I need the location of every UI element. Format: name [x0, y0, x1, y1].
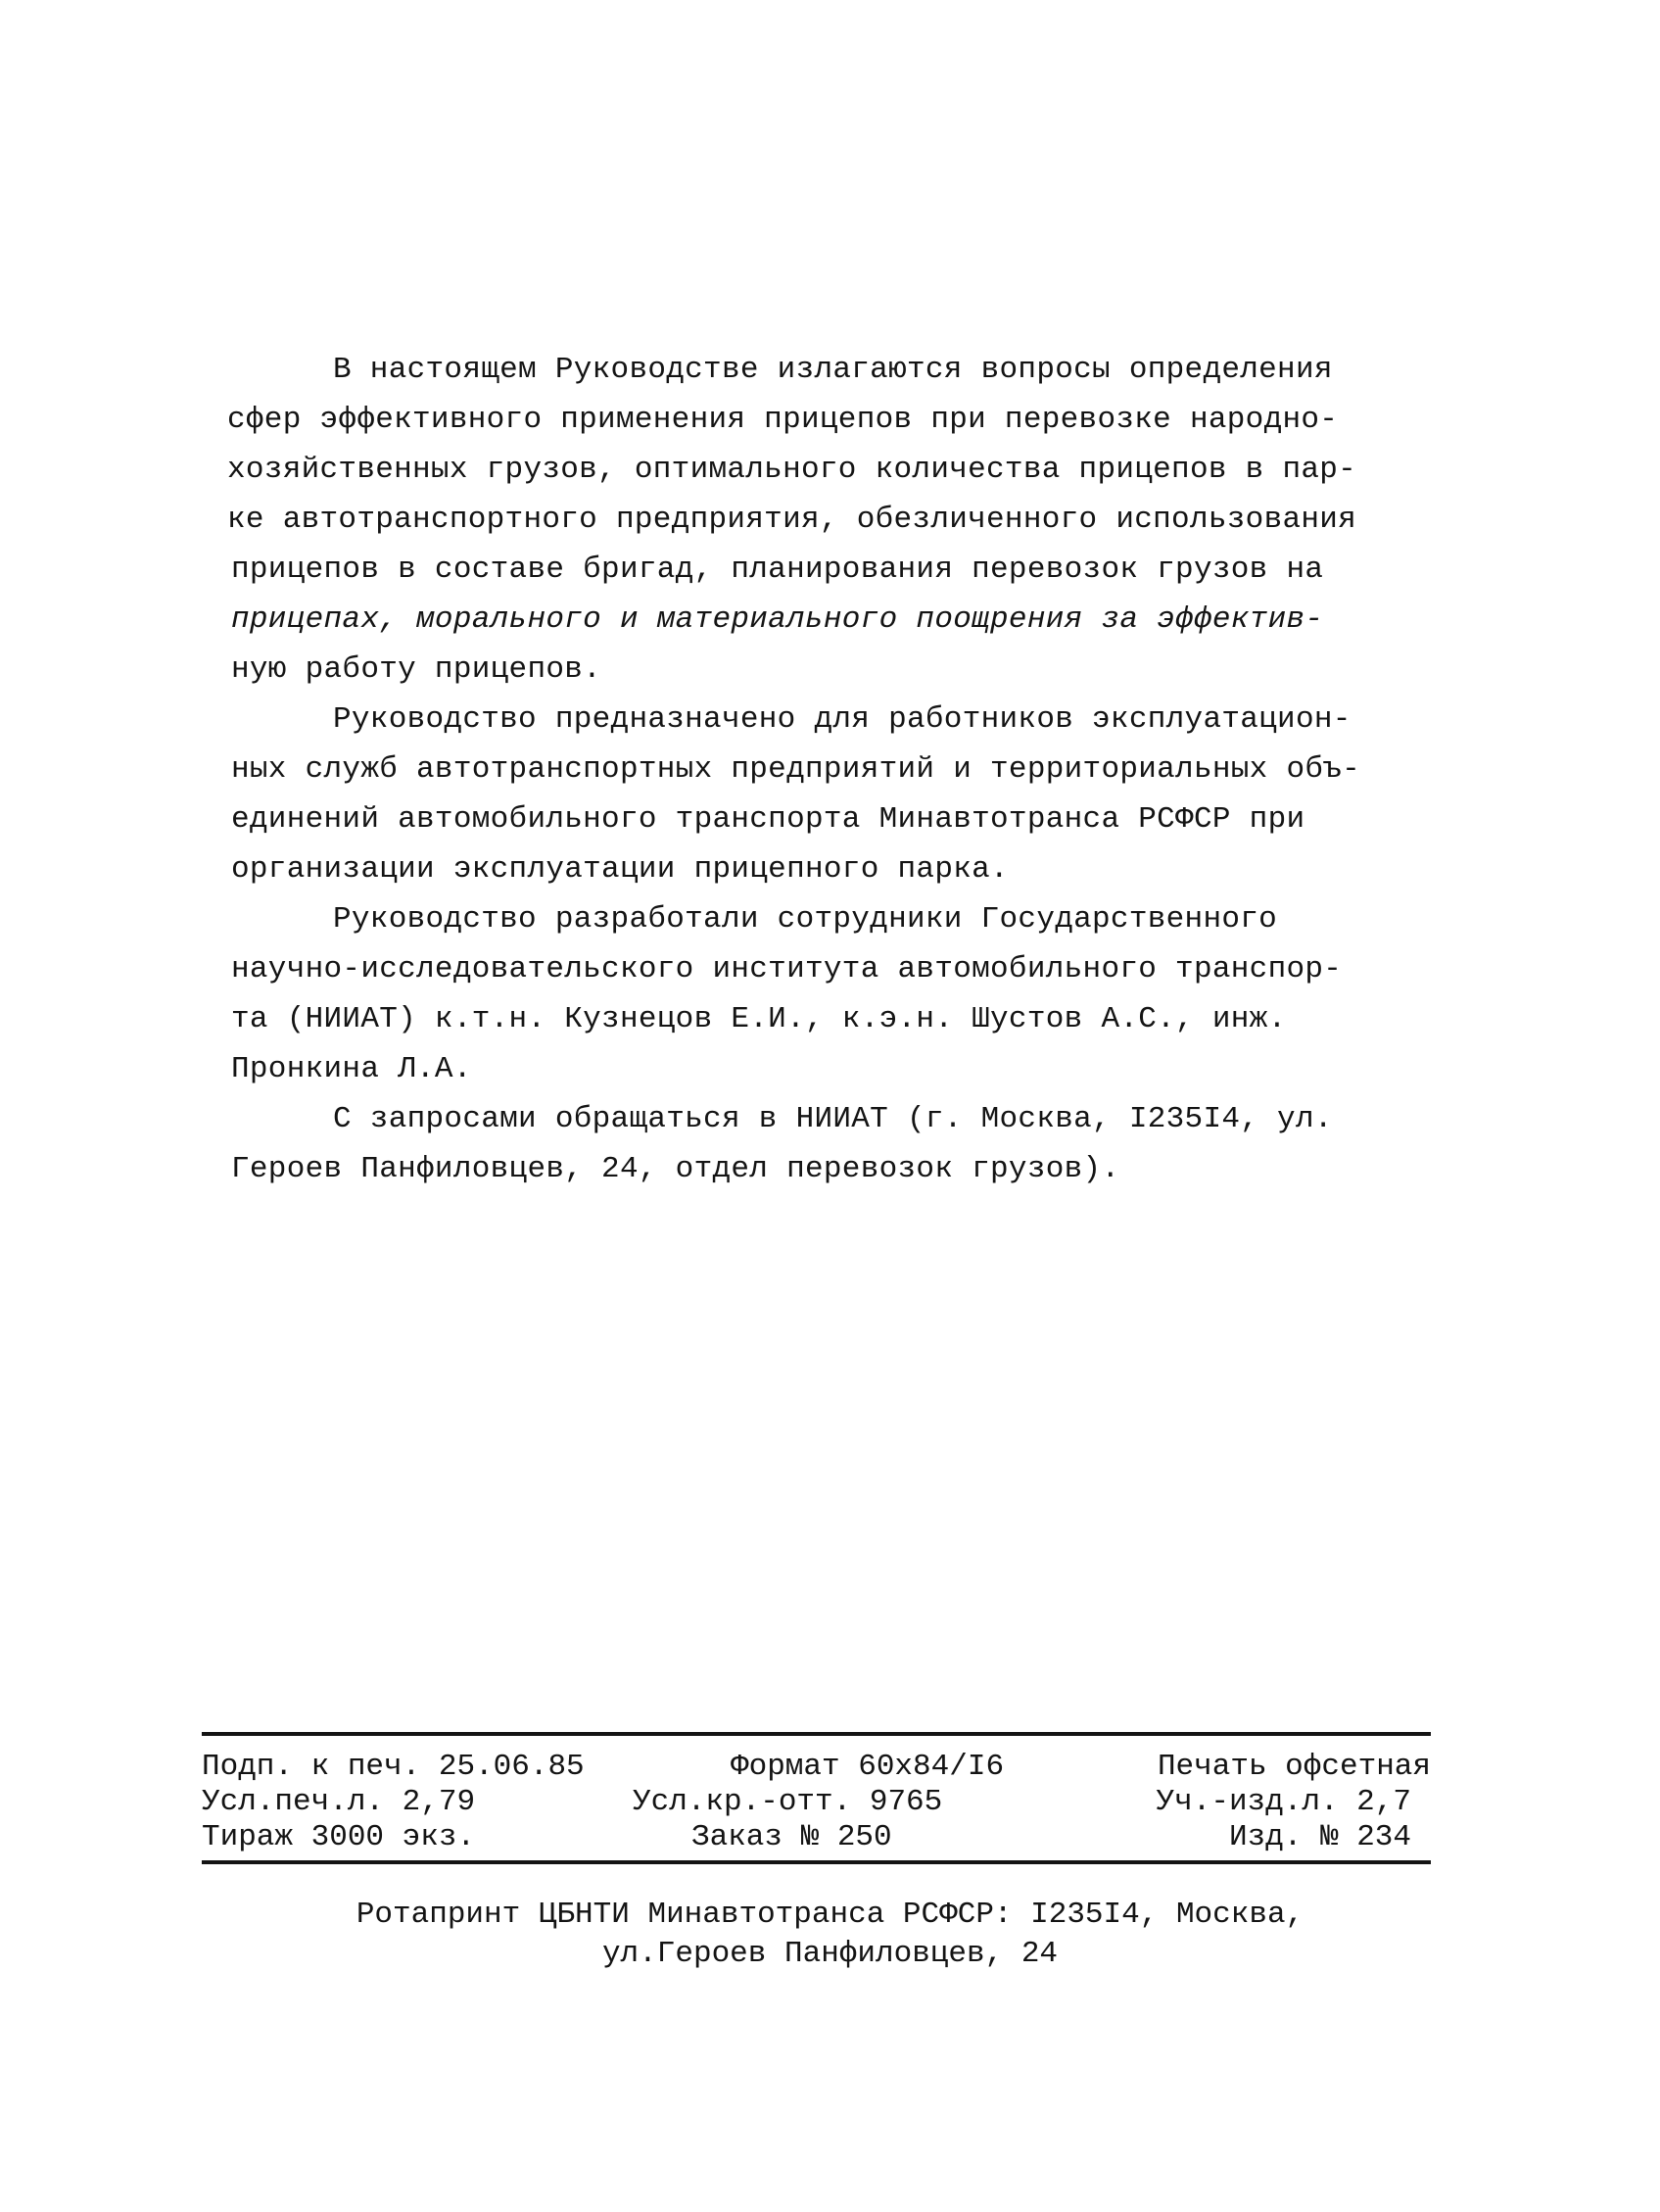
text-line: Руководство разработали сотрудники Государственного: [333, 902, 1278, 937]
paper-format: Формат 60x84/I6: [731, 1750, 1005, 1784]
text-line: организации эксплуатации прицепного парка.: [231, 852, 1009, 887]
imprint-row: [202, 1820, 1431, 1855]
text-line: С запросами обращаться в НИИАТ (г. Москва, I235I4, ул.: [333, 1102, 1333, 1136]
abstract-text: [227, 345, 1446, 1194]
imprint-row: [202, 1750, 1431, 1785]
printer-address: ул.Героев Панфиловцев, 24: [601, 1937, 1059, 1971]
print-run: Тираж 3000 экз.: [202, 1820, 476, 1854]
text-line: ную работу прицепов.: [231, 652, 602, 687]
text-line: ке автотранспортного предприятия, обезличенного использования: [227, 503, 1357, 537]
printer-info: [0, 1896, 1660, 1974]
imprint-top-rule: [202, 1732, 1431, 1736]
edition-number: Изд. № 234: [1228, 1820, 1411, 1854]
paragraph-contact: [231, 1094, 1446, 1194]
text-line: та (НИИАТ) к.т.н. Кузнецов Е.И., к.э.н. Шустов А.С., инж.: [231, 1002, 1287, 1036]
text-line: единений автомобильного транспорта Минавтотранса РСФСР при: [231, 802, 1305, 837]
signed-to-print: Подп. к печ. 25.06.85: [202, 1750, 585, 1784]
text-line: научно-исследовательского института автомобильного транспор-: [231, 952, 1343, 986]
printer-line: Ротапринт ЦБНТИ Минавтотранса РСФСР: I235I4, Москва,: [356, 1898, 1304, 1932]
imprint-block: [202, 1750, 1431, 1855]
text-line: прицепах, морального и материального поощрения за эффектив-: [231, 602, 1324, 637]
imprint-bottom-rule: [202, 1860, 1431, 1864]
text-line: Руководство предназначено для работников эксплуатацион-: [333, 702, 1352, 737]
text-line: прицепов в составе бригад, планирования перевозок грузов на: [231, 553, 1324, 587]
paragraph-audience: [231, 695, 1446, 894]
paragraph-authors: [231, 894, 1446, 1094]
print-impressions: Усл.кр.-отт. 9765: [633, 1785, 943, 1819]
text-line: В настоящем Руководстве излагаются вопросы определения: [333, 353, 1333, 387]
imprint-row: [202, 1785, 1431, 1820]
text-line: Пронкина Л.А.: [231, 1052, 472, 1086]
print-method: Печать офсетная: [1157, 1750, 1431, 1784]
text-line: ных служб автотранспортных предприятий и территориальных объ-: [231, 752, 1361, 787]
printed-sheets: Усл.печ.л. 2,79: [202, 1785, 476, 1819]
publisher-sheets: Уч.-изд.л. 2,7: [1156, 1785, 1411, 1819]
text-line: хозяйственных грузов, оптимального количества прицепов в пар-: [227, 453, 1357, 487]
order-number: Заказ № 250: [691, 1820, 892, 1854]
text-line: сфер эффективного применения прицепов при перевозке народно-: [227, 403, 1339, 437]
text-line: Героев Панфиловцев, 24, отдел перевозок грузов).: [231, 1152, 1120, 1186]
paragraph-scope: [227, 345, 1446, 695]
